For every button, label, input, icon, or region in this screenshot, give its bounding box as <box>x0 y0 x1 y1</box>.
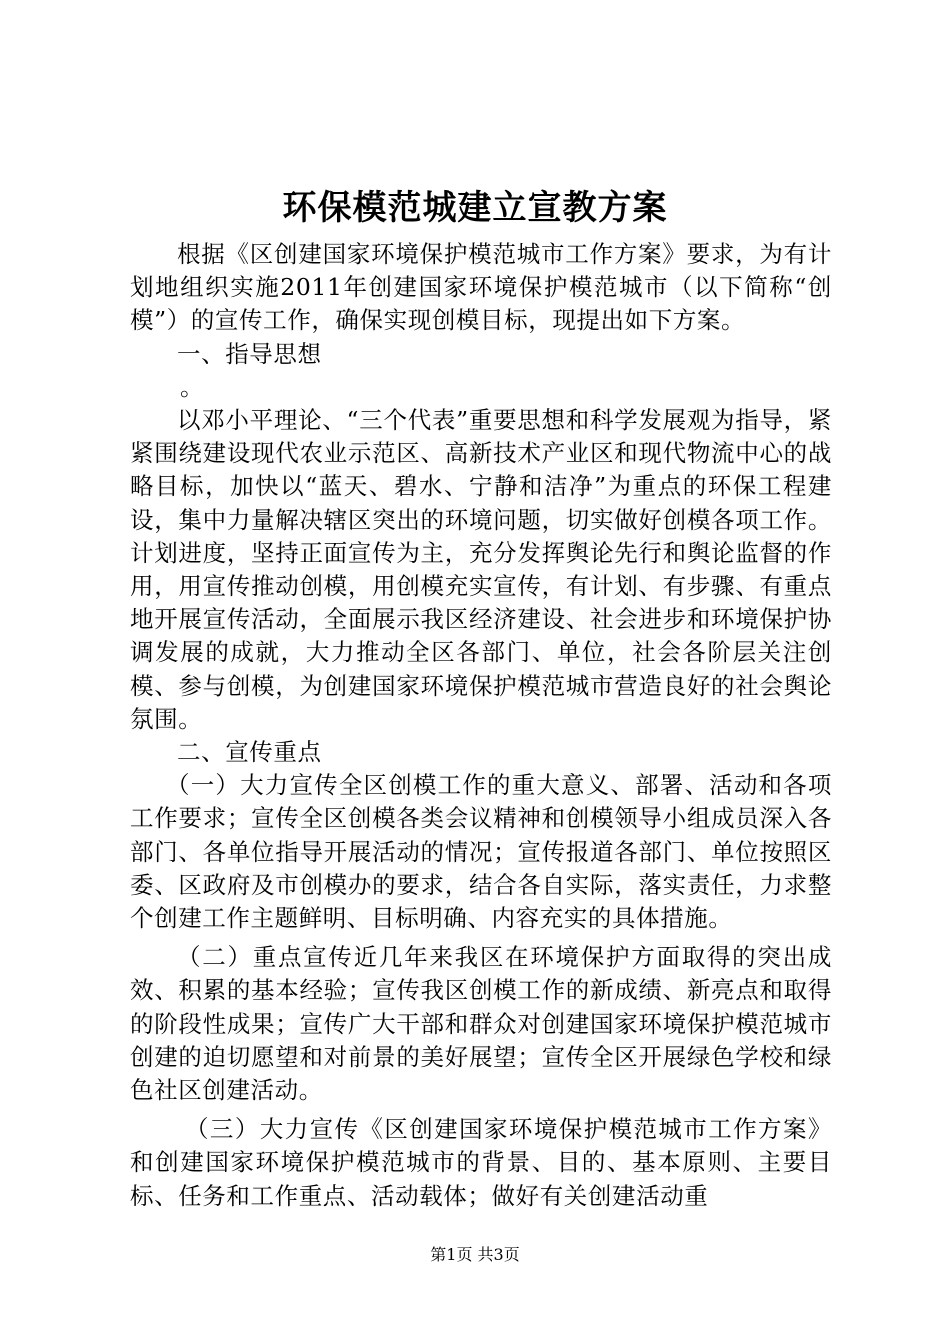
section-heading-publicity-focus: 二、宣传重点 <box>177 738 322 767</box>
document-title: 环保模范城建立宣教方案 <box>282 188 668 228</box>
focus-item-2: （二）重点宣传近几年来我区在环境保护方面取得的突出成效、积累的基本经验；宣传我区创模工作的新成绩、新亮点和取得的阶段性成果；宣传广大干部和群众对创建国家环境保护模范城市创建的迫切愿望和对前景的美好展望；宣传全区开展绿色学校和绿色社区创建活动。 <box>130 943 832 1105</box>
focus-item-3: （三）大力宣传《区创建国家环境保护模范城市工作方案》和创建国家环境保护模范城市的背景、目的、基本原则、主要目标、任务和工作重点、活动载体；做好有关创建活动重 <box>130 1115 832 1210</box>
focus-item-1: （一）大力宣传全区创模工作的重大意义、部署、活动和各项工作要求；宣传全区创模各类会议精神和创模领导小组成员深入各部门、各单位指导开展活动的情况；宣传报道各部门、单位按照区委、区政府及市创模办的要求，结合各自实际，落实责任，力求整个创建工作主题鲜明、目标明确、内容充实的具体措施。 <box>130 771 832 933</box>
section-heading-guiding-thought: 一、指导思想 <box>177 339 322 368</box>
section-punctuation: 。 <box>180 372 204 401</box>
guiding-thought-paragraph: 以邓小平理论、“三个代表”重要思想和科学发展观为指导，紧紧围绕建设现代农业示范区、高新技术产业区和现代物流中心的战略目标，加快以“蓝天、碧水、宁静和洁净”为重点的环保工程建设，集中力量解决辖区突出的环境问题，切实做好创模各项工作。计划进度，坚持正面宣传为主，充分发挥舆论先行和舆论监督的作用，用宣传推动创模，用创模充实宣传，有计划、有步骤、有重点地开展宣传活动，全面展示我区经济建设、社会进步和环境保护协调发展的成就，大力推动全区各部门、单位，社会各阶层关注创模、参与创模，为创建国家环境保护模范城市营造良好的社会舆论氛围。 <box>130 406 832 733</box>
page-number-footer: 第1页 共3页 <box>430 1245 520 1264</box>
document-body <box>130 238 832 1213</box>
intro-paragraph: 根据《区创建国家环境保护模范城市工作方案》要求，为有计划地组织实施2011年创建国家环境保护模范城市（以下简称“创模”）的宣传工作，确保实现创模目标，现提出如下方案。 <box>130 240 832 335</box>
